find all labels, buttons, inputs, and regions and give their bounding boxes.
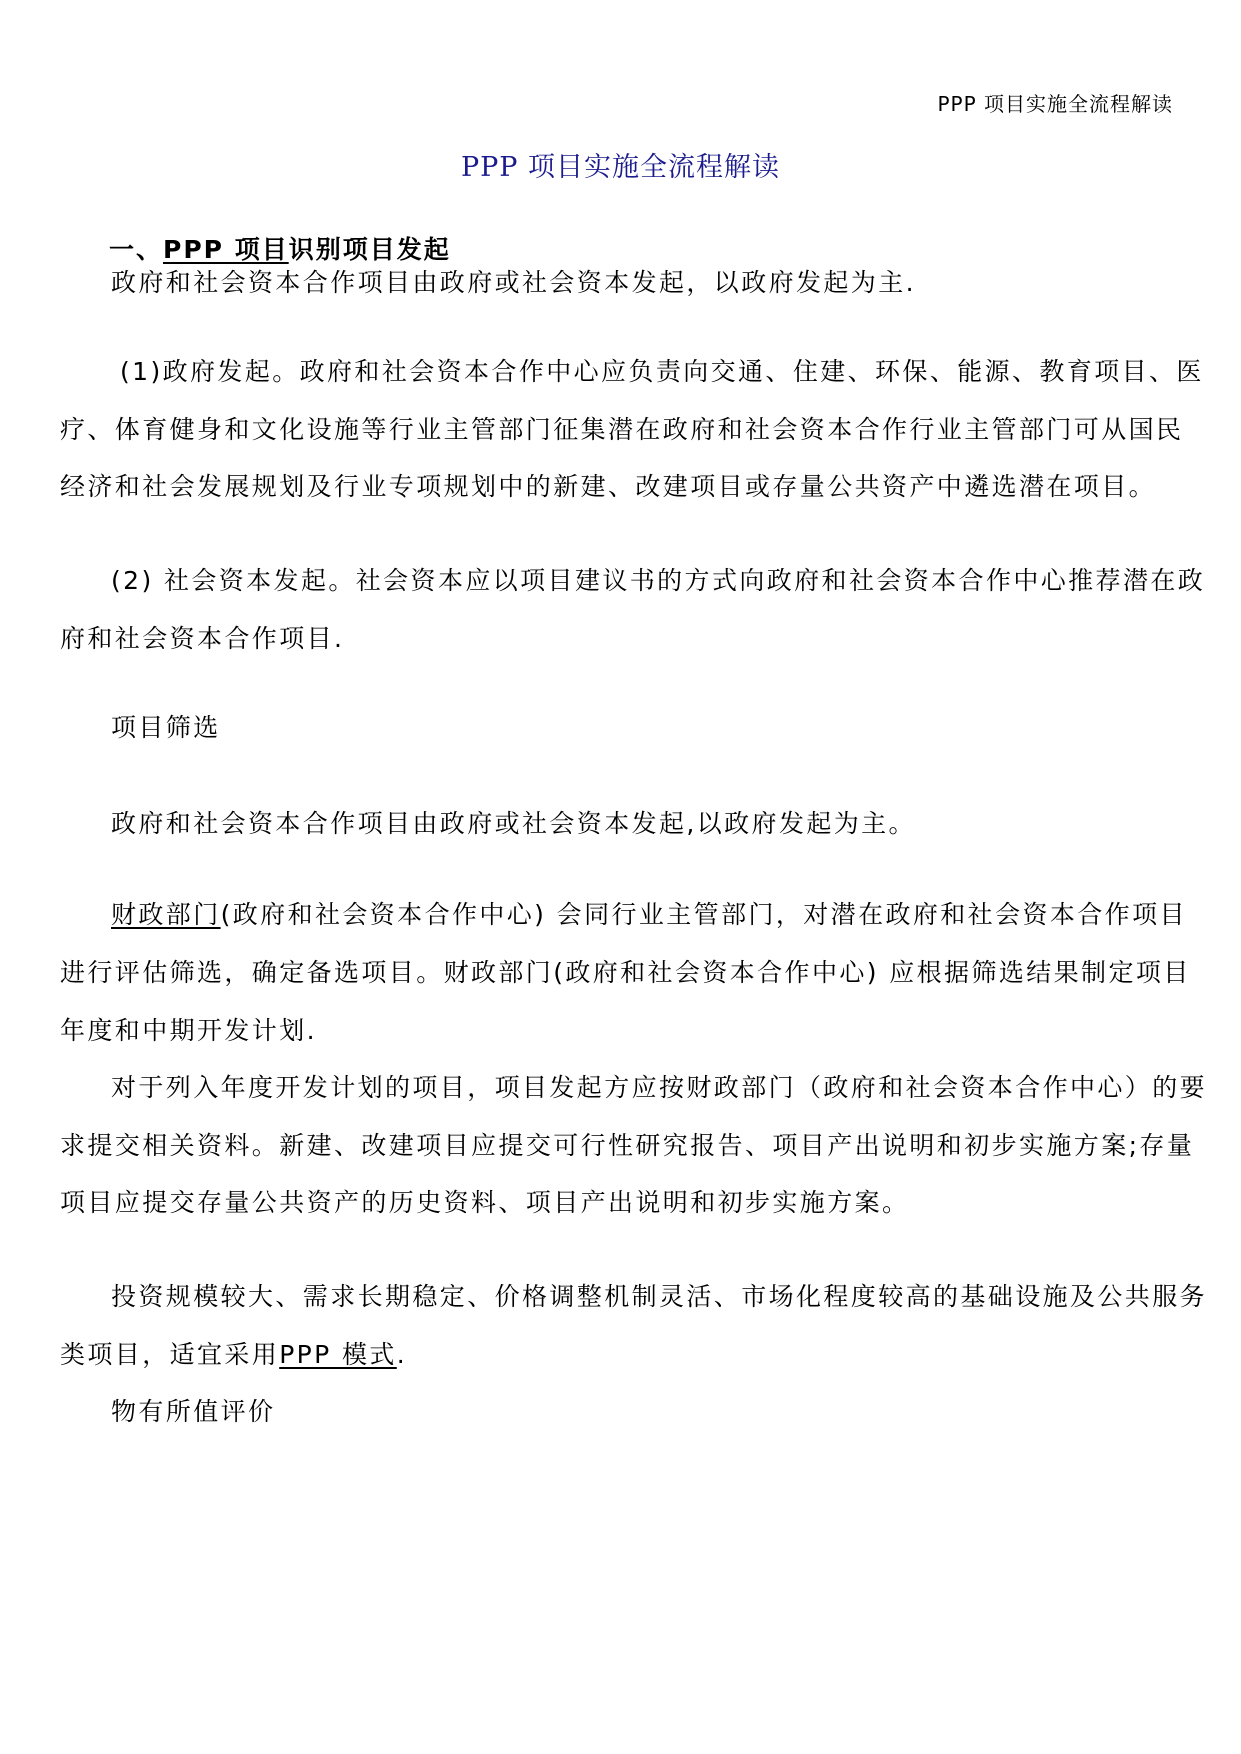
section-heading-underlined: PPP 项目: [163, 235, 289, 264]
paragraph-line: 政府和社会资本合作项目由政府或社会资本发起，以政府发起为主.: [111, 268, 916, 297]
underlined-term: PPP 模式: [279, 1340, 397, 1369]
paragraph-line: 疗、体育健身和文化设施等行业主管部门征集潜在政府和社会资本合作行业主管部门可从国民: [60, 415, 1184, 444]
paragraph-line: 投资规模较大、需求长期稳定、价格调整机制灵活、市场化程度较高的基础设施及公共服务: [111, 1282, 1208, 1311]
subheading: 物有所值评价: [111, 1397, 276, 1426]
section-heading-rest: 识别项目发起: [288, 235, 451, 264]
paragraph-line: 对于列入年度开发计划的项目，项目发起方应按财政部门（政府和社会资本合作中心）的要: [111, 1073, 1208, 1102]
page-title: PPP 项目实施全流程解读: [460, 152, 781, 183]
section-heading-1: [109, 230, 451, 266]
line-text: (政府和社会资本合作中心) 会同行业主管部门，对潜在政府和社会资本合作项目: [220, 900, 1187, 929]
subheading: 项目筛选: [111, 713, 221, 742]
paragraph-line: 年度和中期开发计划.: [60, 1016, 317, 1045]
line-text: .: [396, 1340, 408, 1369]
paragraph-line: 府和社会资本合作项目.: [60, 624, 345, 653]
section-number: 一、: [109, 235, 164, 264]
paragraph-line: 求提交相关资料。新建、改建项目应提交可行性研究报告、项目产出说明和初步实施方案;存量: [60, 1131, 1195, 1160]
underlined-term: 财政部门: [111, 900, 221, 929]
paragraph-line: [60, 1335, 407, 1371]
line-text: 类项目，适宜采用: [60, 1340, 280, 1369]
running-header: PPP 项目实施全流程解读: [937, 92, 1173, 116]
paragraph-line: (2) 社会资本发起。社会资本应以项目建议书的方式向政府和社会资本合作中心推荐潜在政: [111, 566, 1206, 595]
paragraph-line: 政府和社会资本合作项目由政府或社会资本发起,以政府发起为主。: [111, 809, 916, 838]
paragraph-line: 经济和社会发展规划及行业专项规划中的新建、改建项目或存量公共资产中遴选潜在项目。: [60, 472, 1157, 501]
paragraph-line: (1)政府发起。政府和社会资本合作中心应负责向交通、住建、环保、能源、教育项目、医: [120, 357, 1204, 386]
paragraph-line: 项目应提交存量公共资产的历史资料、项目产出说明和初步实施方案。: [60, 1188, 910, 1217]
paragraph-line: 进行评估筛选，确定备选项目。财政部门(政府和社会资本合作中心) 应根据筛选结果制定项目: [60, 958, 1191, 987]
paragraph-line: [111, 895, 1187, 931]
